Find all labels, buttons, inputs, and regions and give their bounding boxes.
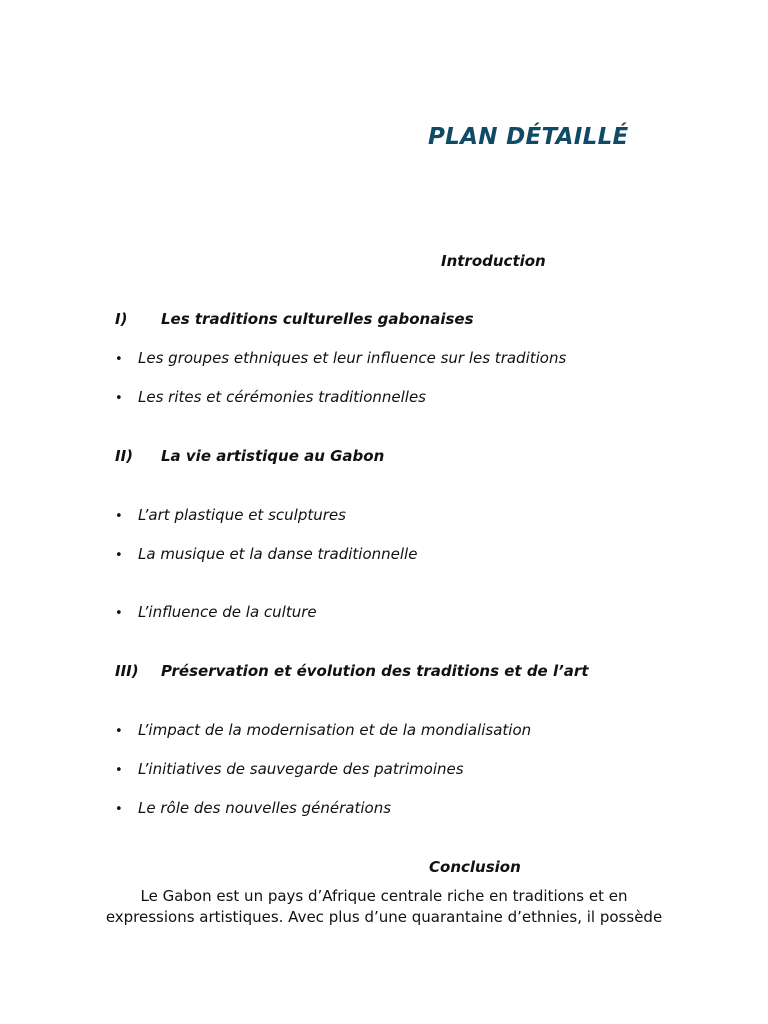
section-title: Les traditions culturelles gabonaises (161, 310, 474, 328)
conclusion-paragraph (0, 886, 768, 928)
list-item (115, 760, 464, 778)
list-item (115, 603, 317, 621)
section-number: I) (115, 310, 128, 328)
list-item (115, 799, 391, 817)
bullet-icon: • (115, 724, 123, 739)
bullet-icon: • (115, 548, 123, 563)
bullet-icon: • (115, 352, 123, 367)
bullet-icon: • (115, 509, 123, 524)
list-item-text: L’influence de la culture (138, 603, 317, 621)
introduction-heading: Introduction (441, 252, 546, 270)
list-item-text: L’initiatives de sauvegarde des patrimoines (138, 760, 464, 778)
list-item (115, 721, 531, 739)
list-item (115, 388, 426, 406)
list-item (115, 545, 417, 563)
section-number: III) (115, 662, 139, 680)
section-3-heading (115, 662, 589, 680)
section-number: II) (115, 447, 134, 465)
section-2-heading (115, 447, 384, 465)
list-item (115, 349, 566, 367)
conclusion-heading: Conclusion (429, 858, 521, 876)
section-1-heading (115, 310, 474, 328)
bullet-icon: • (115, 763, 123, 778)
list-item-text: L’art plastique et sculptures (138, 506, 346, 524)
list-item-text: Le rôle des nouvelles générations (138, 799, 392, 817)
list-item-text: L’impact de la modernisation et de la mondialisation (138, 721, 532, 739)
section-title: Préservation et évolution des traditions et de l’art (161, 662, 589, 680)
section-title: La vie artistique au Gabon (161, 447, 385, 465)
paragraph-line: Le Gabon est un pays d’Afrique centrale riche en traditions et en (140, 887, 628, 905)
list-item-text: Les groupes ethniques et leur influence sur les traditions (138, 349, 567, 367)
bullet-icon: • (115, 391, 123, 406)
list-item-text: La musique et la danse traditionnelle (138, 545, 418, 563)
bullet-icon: • (115, 606, 123, 621)
list-item-text: Les rites et cérémonies traditionnelles (138, 388, 426, 406)
list-item (115, 506, 346, 524)
bullet-icon: • (115, 802, 123, 817)
document-title: PLAN DÉTAILLÉ (428, 124, 629, 150)
paragraph-line: expressions artistiques. Avec plus d’une quarantaine d’ethnies, il possède (105, 908, 663, 926)
